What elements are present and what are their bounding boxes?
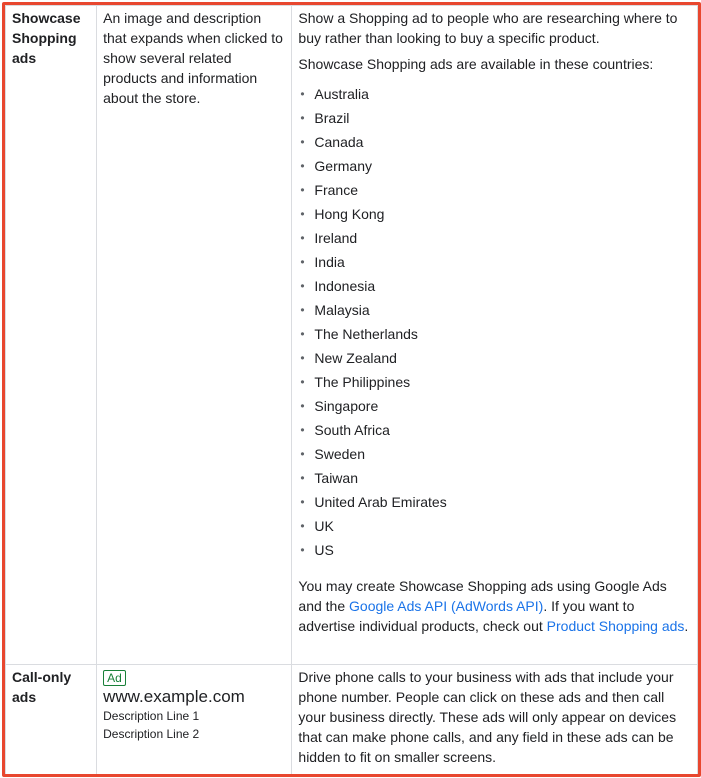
google-ads-api-link[interactable]: Google Ads API (AdWords API) bbox=[349, 598, 544, 614]
country-item: • Australia bbox=[298, 84, 691, 108]
country-item: • The Philippines bbox=[298, 372, 691, 396]
ad-description-line-2: Description Line 2 bbox=[103, 727, 200, 741]
country-item: • The Netherlands bbox=[298, 324, 691, 348]
ad-type-usage: Drive phone calls to your business with ads that include your phone number. People can click on these ads and then call your business directly. These ads will only appear on devices that can make phone calls, and any field in these ads can be hidden to fit on smaller screens. bbox=[298, 669, 677, 765]
product-shopping-ads-link[interactable]: Product Shopping ads bbox=[546, 618, 685, 634]
country-item: • Brazil bbox=[298, 108, 691, 132]
country-item: • United Arab Emirates bbox=[298, 492, 691, 516]
ad-type-description: An image and description that expands when clicked to show several related products and information about the store. bbox=[103, 10, 283, 106]
country-item: • Germany bbox=[298, 156, 691, 180]
country-item: • Ireland bbox=[298, 228, 691, 252]
country-item: • South Africa bbox=[298, 420, 691, 444]
ad-badge: Ad bbox=[103, 670, 126, 686]
availability-text: Showcase Shopping ads are available in these countries: bbox=[298, 56, 654, 72]
country-item: • New Zealand bbox=[298, 348, 691, 372]
country-item: • Singapore bbox=[298, 396, 691, 420]
closing-text-1: You may create Showcase Shopping ads using Google Ads and the bbox=[298, 578, 667, 614]
ad-type-name: Call-only ads bbox=[12, 669, 72, 705]
country-item: • Malaysia bbox=[298, 300, 691, 324]
ad-description-line-1: Description Line 1 bbox=[103, 709, 200, 723]
country-item: • UK bbox=[298, 516, 691, 540]
closing-text-2: . If you want to advertise individual products, check out bbox=[298, 598, 635, 634]
country-item: • France bbox=[298, 180, 691, 204]
country-item: • Taiwan bbox=[298, 468, 691, 492]
ad-type-name: Showcase Shopping ads bbox=[12, 10, 81, 66]
closing-text-3: . bbox=[684, 618, 689, 634]
highlight-frame bbox=[2, 2, 701, 777]
country-item: • US bbox=[298, 540, 691, 564]
country-item: • Hong Kong bbox=[298, 204, 691, 228]
country-item: • India bbox=[298, 252, 691, 276]
country-item: • Indonesia bbox=[298, 276, 691, 300]
usage-intro: Show a Shopping ad to people who are researching where to buy rather than looking to buy a specific product. bbox=[298, 10, 678, 46]
ad-display-url: www.example.com bbox=[103, 687, 245, 706]
country-item: • Canada bbox=[298, 132, 691, 156]
country-item: • Sweden bbox=[298, 444, 691, 468]
